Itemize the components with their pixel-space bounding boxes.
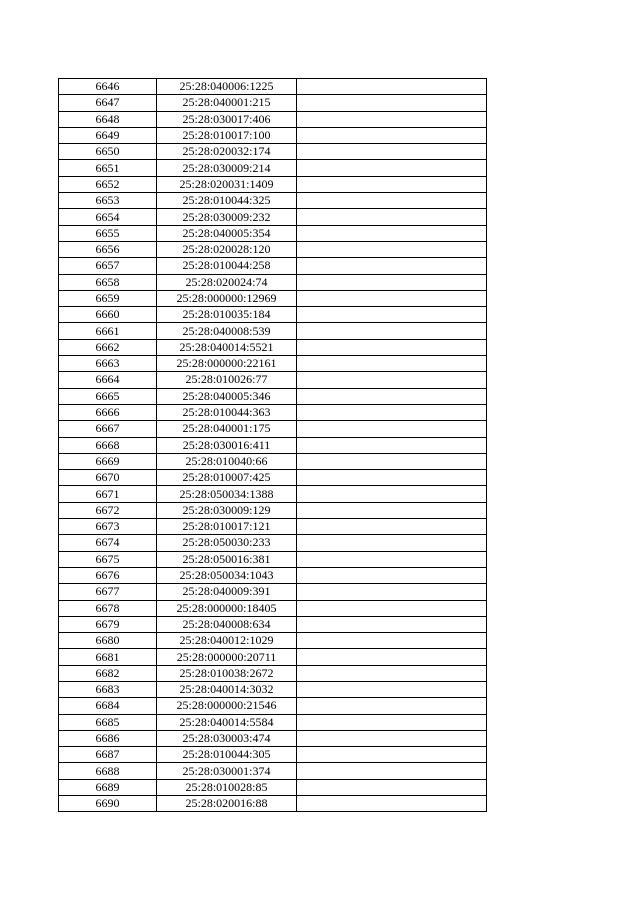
empty-cell	[297, 502, 487, 518]
table-row	[59, 95, 487, 111]
row-number-cell: 6655	[59, 225, 157, 241]
cadastral-number-cell: 25:28:010044:325	[157, 193, 297, 209]
table-row	[59, 421, 487, 437]
empty-cell	[297, 421, 487, 437]
row-number-cell: 6664	[59, 372, 157, 388]
empty-cell	[297, 209, 487, 225]
cadastral-number-cell: 25:28:010007:425	[157, 470, 297, 486]
empty-cell	[297, 698, 487, 714]
row-number-cell: 6649	[59, 127, 157, 143]
empty-cell	[297, 176, 487, 192]
empty-cell	[297, 486, 487, 502]
table-row	[59, 193, 487, 209]
table-row	[59, 437, 487, 453]
cadastral-number-cell: 25:28:010044:258	[157, 258, 297, 274]
row-number-cell: 6650	[59, 144, 157, 160]
empty-cell	[297, 372, 487, 388]
table-row	[59, 796, 487, 812]
cadastral-number-cell: 25:28:040008:634	[157, 616, 297, 632]
row-number-cell: 6690	[59, 796, 157, 812]
row-number-cell: 6647	[59, 95, 157, 111]
table-row	[59, 241, 487, 257]
cadastral-number-cell: 25:28:020028:120	[157, 241, 297, 257]
cadastral-number-cell: 25:28:040008:539	[157, 323, 297, 339]
empty-cell	[297, 584, 487, 600]
table-row	[59, 551, 487, 567]
cadastral-number-cell: 25:28:030016:411	[157, 437, 297, 453]
empty-cell	[297, 730, 487, 746]
cadastral-number-cell: 25:28:010035:184	[157, 307, 297, 323]
empty-cell	[297, 796, 487, 812]
row-number-cell: 6652	[59, 176, 157, 192]
cadastral-number-cell: 25:28:040006:1225	[157, 79, 297, 95]
empty-cell	[297, 714, 487, 730]
empty-cell	[297, 290, 487, 306]
empty-cell	[297, 763, 487, 779]
row-number-cell: 6683	[59, 681, 157, 697]
cadastral-number-cell: 25:28:040005:354	[157, 225, 297, 241]
cadastral-number-cell: 25:28:020016:88	[157, 796, 297, 812]
row-number-cell: 6663	[59, 356, 157, 372]
row-number-cell: 6658	[59, 274, 157, 290]
table-row	[59, 209, 487, 225]
empty-cell	[297, 339, 487, 355]
empty-cell	[297, 747, 487, 763]
row-number-cell: 6659	[59, 290, 157, 306]
table-row	[59, 307, 487, 323]
table-row	[59, 600, 487, 616]
row-number-cell: 6653	[59, 193, 157, 209]
table-row	[59, 225, 487, 241]
cadastral-number-cell: 25:28:010044:305	[157, 747, 297, 763]
table-row	[59, 258, 487, 274]
empty-cell	[297, 79, 487, 95]
cadastral-number-cell: 25:28:010017:100	[157, 127, 297, 143]
table-row	[59, 567, 487, 583]
empty-cell	[297, 633, 487, 649]
cadastral-number-cell: 25:28:030009:129	[157, 502, 297, 518]
table-row	[59, 714, 487, 730]
row-number-cell: 6689	[59, 779, 157, 795]
row-number-cell: 6680	[59, 633, 157, 649]
cadastral-number-cell: 25:28:000000:20711	[157, 649, 297, 665]
cadastral-number-cell: 25:28:050034:1388	[157, 486, 297, 502]
cadastral-number-cell: 25:28:020024:74	[157, 274, 297, 290]
table-row	[59, 160, 487, 176]
table-row	[59, 519, 487, 535]
table-row	[59, 681, 487, 697]
cadastral-number-cell: 25:28:050016:381	[157, 551, 297, 567]
empty-cell	[297, 681, 487, 697]
empty-cell	[297, 567, 487, 583]
cadastral-number-cell: 25:28:040009:391	[157, 584, 297, 600]
cadastral-number-cell: 25:28:010017:121	[157, 519, 297, 535]
row-number-cell: 6671	[59, 486, 157, 502]
table-row	[59, 747, 487, 763]
row-number-cell: 6666	[59, 404, 157, 420]
row-number-cell: 6687	[59, 747, 157, 763]
row-number-cell: 6682	[59, 665, 157, 681]
row-number-cell: 6668	[59, 437, 157, 453]
empty-cell	[297, 649, 487, 665]
empty-cell	[297, 95, 487, 111]
cadastral-number-cell: 25:28:030017:406	[157, 111, 297, 127]
cadastral-number-cell: 25:28:000000:22161	[157, 356, 297, 372]
row-number-cell: 6654	[59, 209, 157, 225]
empty-cell	[297, 779, 487, 795]
empty-cell	[297, 437, 487, 453]
cadastral-number-cell: 25:28:040014:5584	[157, 714, 297, 730]
row-number-cell: 6686	[59, 730, 157, 746]
cadastral-number-cell: 25:28:000000:12969	[157, 290, 297, 306]
empty-cell	[297, 193, 487, 209]
cadastral-number-cell: 25:28:040014:3032	[157, 681, 297, 697]
row-number-cell: 6660	[59, 307, 157, 323]
table-row	[59, 730, 487, 746]
empty-cell	[297, 323, 487, 339]
row-number-cell: 6688	[59, 763, 157, 779]
cadastral-number-cell: 25:28:030001:374	[157, 763, 297, 779]
table-row	[59, 779, 487, 795]
table-row	[59, 290, 487, 306]
table-row	[59, 274, 487, 290]
cadastral-number-cell: 25:28:010044:363	[157, 404, 297, 420]
row-number-cell: 6672	[59, 502, 157, 518]
table-row	[59, 453, 487, 469]
row-number-cell: 6661	[59, 323, 157, 339]
cadastral-number-cell: 25:28:010028:85	[157, 779, 297, 795]
row-number-cell: 6656	[59, 241, 157, 257]
empty-cell	[297, 111, 487, 127]
cadastral-number-cell: 25:28:040001:215	[157, 95, 297, 111]
row-number-cell: 6676	[59, 567, 157, 583]
cadastral-number-cell: 25:28:020031:1409	[157, 176, 297, 192]
empty-cell	[297, 127, 487, 143]
table-row	[59, 649, 487, 665]
empty-cell	[297, 307, 487, 323]
table-row	[59, 633, 487, 649]
cadastral-number-cell: 25:28:010026:77	[157, 372, 297, 388]
empty-cell	[297, 241, 487, 257]
table-row	[59, 176, 487, 192]
row-number-cell: 6674	[59, 535, 157, 551]
table-row	[59, 372, 487, 388]
row-number-cell: 6670	[59, 470, 157, 486]
empty-cell	[297, 274, 487, 290]
empty-cell	[297, 144, 487, 160]
row-number-cell: 6651	[59, 160, 157, 176]
table-row	[59, 127, 487, 143]
empty-cell	[297, 551, 487, 567]
row-number-cell: 6646	[59, 79, 157, 95]
table-row	[59, 144, 487, 160]
row-number-cell: 6681	[59, 649, 157, 665]
table-row	[59, 404, 487, 420]
empty-cell	[297, 665, 487, 681]
table-row	[59, 356, 487, 372]
table-row	[59, 665, 487, 681]
cadastral-number-cell: 25:28:030003:474	[157, 730, 297, 746]
row-number-cell: 6667	[59, 421, 157, 437]
table-row	[59, 502, 487, 518]
cadastral-number-cell: 25:28:040014:5521	[157, 339, 297, 355]
table-body	[59, 79, 487, 812]
table-row	[59, 584, 487, 600]
row-number-cell: 6657	[59, 258, 157, 274]
row-number-cell: 6662	[59, 339, 157, 355]
row-number-cell: 6665	[59, 388, 157, 404]
table-row	[59, 111, 487, 127]
cadastral-number-cell: 25:28:030009:214	[157, 160, 297, 176]
cadastral-number-cell: 25:28:000000:18405	[157, 600, 297, 616]
empty-cell	[297, 519, 487, 535]
row-number-cell: 6679	[59, 616, 157, 632]
table-row	[59, 763, 487, 779]
row-number-cell: 6677	[59, 584, 157, 600]
cadastral-number-cell: 25:28:020032:174	[157, 144, 297, 160]
table-row	[59, 470, 487, 486]
cadastral-number-cell: 25:28:050030:233	[157, 535, 297, 551]
empty-cell	[297, 535, 487, 551]
table-row	[59, 323, 487, 339]
row-number-cell: 6675	[59, 551, 157, 567]
empty-cell	[297, 258, 487, 274]
cadastral-number-cell: 25:28:010038:2672	[157, 665, 297, 681]
empty-cell	[297, 225, 487, 241]
cadastral-number-cell: 25:28:040005:346	[157, 388, 297, 404]
row-number-cell: 6685	[59, 714, 157, 730]
empty-cell	[297, 160, 487, 176]
table-row	[59, 616, 487, 632]
empty-cell	[297, 388, 487, 404]
row-number-cell: 6678	[59, 600, 157, 616]
empty-cell	[297, 600, 487, 616]
table-row	[59, 698, 487, 714]
empty-cell	[297, 404, 487, 420]
table-row	[59, 535, 487, 551]
row-number-cell: 6669	[59, 453, 157, 469]
cadastral-table	[58, 78, 487, 812]
cadastral-number-cell: 25:28:040001:175	[157, 421, 297, 437]
row-number-cell: 6673	[59, 519, 157, 535]
row-number-cell: 6684	[59, 698, 157, 714]
table-row	[59, 339, 487, 355]
table-row	[59, 388, 487, 404]
table-row	[59, 486, 487, 502]
table-row	[59, 79, 487, 95]
empty-cell	[297, 616, 487, 632]
cadastral-number-cell: 25:28:010040:66	[157, 453, 297, 469]
cadastral-number-cell: 25:28:040012:1029	[157, 633, 297, 649]
cadastral-number-cell: 25:28:050034:1043	[157, 567, 297, 583]
empty-cell	[297, 470, 487, 486]
empty-cell	[297, 356, 487, 372]
empty-cell	[297, 453, 487, 469]
row-number-cell: 6648	[59, 111, 157, 127]
cadastral-number-cell: 25:28:000000:21546	[157, 698, 297, 714]
cadastral-number-cell: 25:28:030009:232	[157, 209, 297, 225]
